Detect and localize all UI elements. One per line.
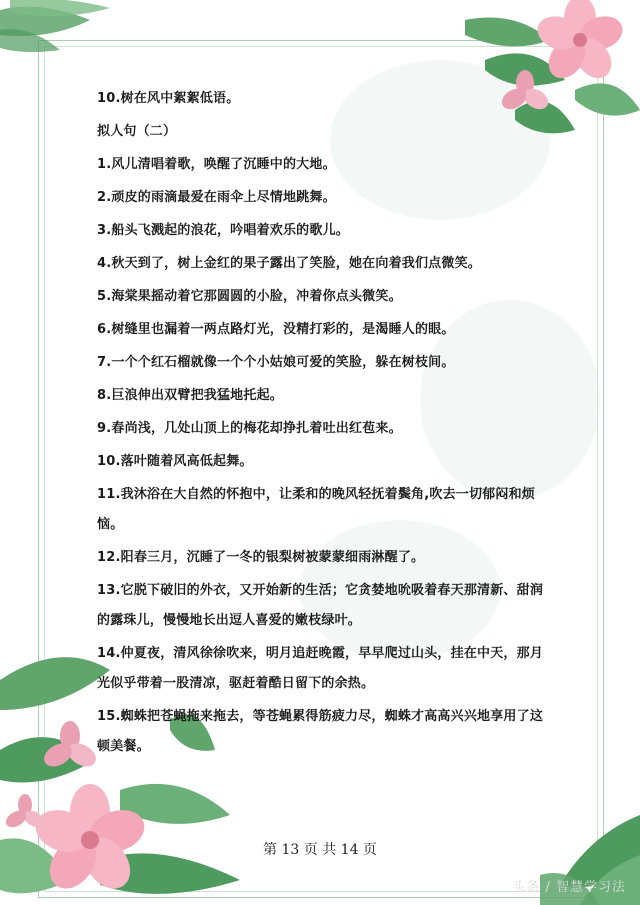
text-line: 9.春尚浅，几处山顶上的梅花却挣扎着吐出红苞来。 xyxy=(97,421,402,436)
text-line: 13.它脱下破旧的外衣，又开始新的生活；它贪婪地吮吸着春天那清新、甜润的露珠儿，慢慢地长出逗人喜爱的嫩枝绿叶。 xyxy=(97,583,544,628)
text-line: 6.树缝里也漏着一两点路灯光，没精打彩的，是渴睡人的眼。 xyxy=(97,322,455,337)
text-line: 7.一个个红石榴就像一个个小姑娘可爱的笑脸，躲在树枝间。 xyxy=(97,355,455,370)
text-line: 2.顽皮的雨滴最爱在雨伞上尽情地跳舞。 xyxy=(97,190,336,205)
text-line: 11.我沐浴在大自然的怀抱中，让柔和的晚风轻抚着鬓角,吹去一切郁闷和烦恼。 xyxy=(97,487,535,532)
document-body xyxy=(97,84,549,765)
text-line: 14.仲夏夜，清风徐徐吹来，明月追赶晚霞，早早爬过山头，挂在中天，那月光似乎带着一股清凉，驱赶着酷日留下的余热。 xyxy=(97,646,544,691)
page-number: 第 13 页 共 14 页 xyxy=(263,842,377,858)
section-heading: 拟人句（二） xyxy=(97,124,177,139)
text-line: 10.树在风中絮絮低语。 xyxy=(97,91,240,106)
text-line: 15.蜘蛛把苍蝇拖来拖去，等苍蝇累得筋疲力尽，蜘蛛才高高兴兴地享用了这顿美餐。 xyxy=(97,709,544,754)
leaf-decoration-icon xyxy=(0,0,120,60)
text-line: 12.阳春三月，沉睡了一冬的银梨树被蒙蒙细雨淋醒了。 xyxy=(97,550,425,565)
text-line: 4.秋天到了，树上金红的果子露出了笑脸，她在向着我们点微笑。 xyxy=(97,256,481,271)
text-line: 5.海棠果摇动着它那圆圆的小脸，冲着你点头微笑。 xyxy=(97,289,402,304)
text-line: 10.落叶随着风高低起舞。 xyxy=(97,454,253,469)
text-line: 3.船头飞溅起的浪花，吟唱着欢乐的歌儿。 xyxy=(97,223,349,238)
watermark: 头条 / 智慧学习法 xyxy=(512,880,626,895)
text-line: 1.风儿清唱着歌，唤醒了沉睡中的大地。 xyxy=(97,157,336,172)
text-line: 8.巨浪伸出双臂把我猛地托起。 xyxy=(97,388,283,403)
